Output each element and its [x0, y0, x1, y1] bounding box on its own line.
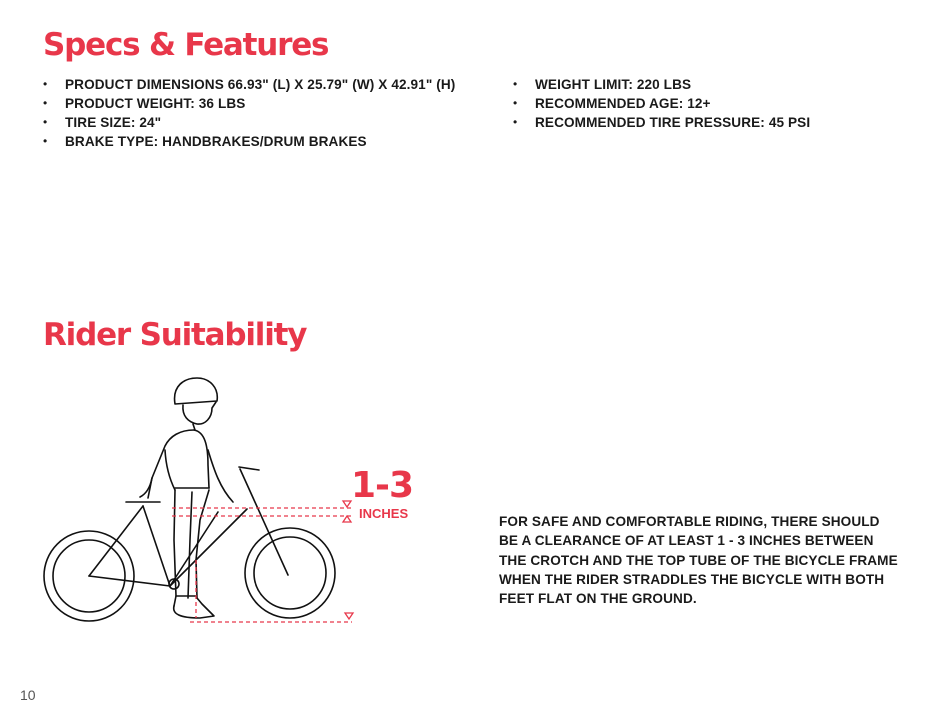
spec-item-brake-type: • BRAKE TYPE: HANDBRAKES/DRUM BRAKES	[43, 132, 455, 151]
clearance-value: 1-3	[351, 465, 414, 506]
spec-item-weight-limit: • WEIGHT LIMIT: 220 LBS	[513, 75, 810, 94]
page-number: 10	[20, 687, 36, 703]
specs-heading: Specs & Features	[43, 27, 329, 63]
spec-item-recommended-age: • RECOMMENDED AGE: 12+	[513, 94, 810, 113]
rider-line-art	[140, 378, 233, 618]
clearance-unit: INCHES	[359, 506, 409, 521]
spec-item-tire-size: • TIRE SIZE: 24"	[43, 113, 455, 132]
rider-suitability-description: FOR SAFE AND COMFORTABLE RIDING, THERE SHOULD BE A CLEARANCE OF AT LEAST 1 - 3 INCHES BETWEEN THE CROTCH AND THE TOP TUBE OF THE BICYCLE FRAME WHEN THE RIDER STRADDLES THE BICYCLE WITH BOTH FEET FLAT ON THE GROUND.	[499, 514, 898, 607]
specs-list-left	[43, 75, 455, 151]
specs-list-right	[513, 75, 810, 132]
spec-item-tire-pressure: • RECOMMENDED TIRE PRESSURE: 45 PSI	[513, 113, 810, 132]
spec-item-weight: • PRODUCT WEIGHT: 36 LBS	[43, 94, 455, 113]
rider-suitability-heading: Rider Suitability	[43, 317, 307, 353]
spec-item-dimensions: • PRODUCT DIMENSIONS 66.93" (L) X 25.79" (W) X 42.91" (H)	[43, 75, 455, 94]
